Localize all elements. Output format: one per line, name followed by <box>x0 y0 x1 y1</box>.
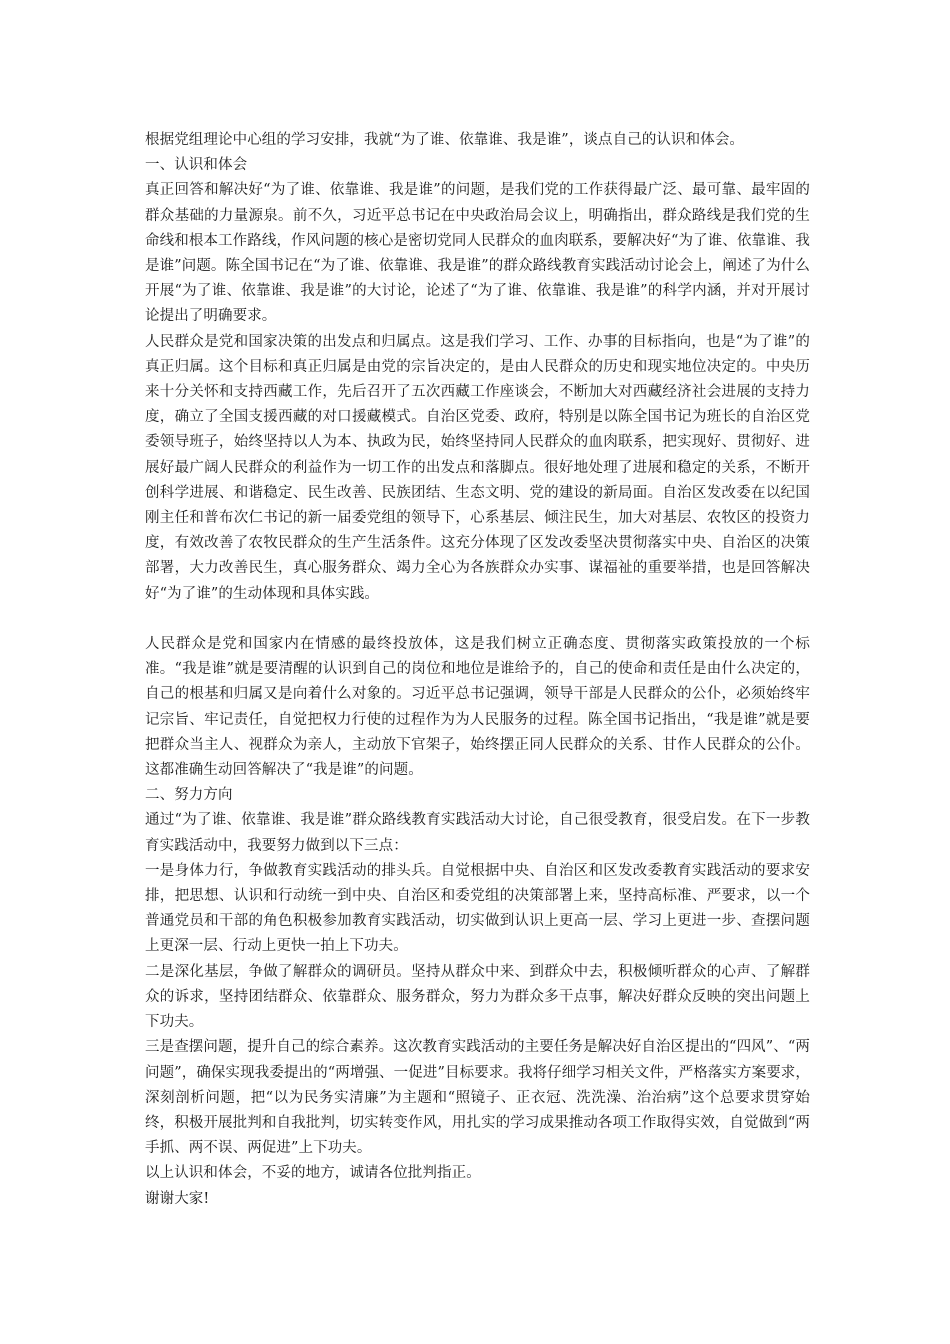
body-paragraph: 二是深化基层，争做了解群众的调研员。坚持从群众中来、到群众中去，积极倾听群众的心声、了解群众的诉求，坚持团结群众、依靠群众、服务群众，努力为群众多干点事，解决好群众反映的突出问题上下功夫。 <box>145 963 810 1031</box>
blank-line <box>145 607 810 632</box>
body-paragraph: 人民群众是党和国家内在情感的最终投放体，这是我们树立正确态度、贯彻落实政策投放的一个标准。“我是谁”就是要清醒的认识到自己的岗位和地位是谁给予的，自己的使命和责任是由什么决定的，自己的根基和归属又是向着什么对象的。习近平总书记强调，领导干部是人民群众的公仆，必须始终牢记宗旨、牢记责任，自觉把权力行使的过程作为为人民服务的过程。陈全国书记指出，“我是谁”就是要把群众当主人、视群众为亲人，主动放下官架子，始终摆正同人民群众的关系、甘作人民群众的公仆。这都准确生动回答解决了“我是谁”的问题。 <box>145 636 810 779</box>
body-paragraph: 一是身体力行，争做教育实践活动的排头兵。自觉根据中央、自治区和区发改委教育实践活动的要求安排，把思想、认识和行动统一到中央、自治区和委党组的决策部署上来，坚持高标准、严要求，以一个普通党员和干部的角色积极参加教育实践活动，切实做到认识上更高一层、学习上更进一步、查摆问题上更深一层、行动上更快一拍上下功夫。 <box>145 862 810 955</box>
closing-paragraph: 以上认识和体会，不妥的地方，诚请各位批判指正。 <box>145 1165 481 1182</box>
intro-paragraph: 根据党组理论中心组的学习安排，我就“为了谁、依靠谁、我是谁”，谈点自己的认识和体会。 <box>145 132 745 148</box>
section-heading-direction: 二、努力方向 <box>145 787 233 804</box>
closing-thanks: 谢谢大家! <box>145 1190 210 1207</box>
body-paragraph: 真正回答和解决好“为了谁、依靠谁、我是谁”的问题，是我们党的工作获得最广泛、最可靠、最牢固的群众基础的力量源泉。前不久，习近平总书记在中央政治局会议上，明确指出，群众路线是我们党的生命线和根本工作路线，作风问题的核心是密切党同人民群众的血肉联系，要解决好“为了谁、依靠谁、我是谁”问题。陈全国书记在“为了谁、依靠谁、我是谁”的群众路线教育实践活动讨论会上，阐述了为什么开展“为了谁、依靠谁、我是谁”的大讨论，论述了“为了谁、依靠谁、我是谁”的科学内涵，并对开展讨论提出了明确要求。 <box>145 182 810 325</box>
body-paragraph: 通过“为了谁、依靠谁、我是谁”群众路线教育实践活动大讨论，自己很受教育，很受启发。在下一步教育实践活动中，我要努力做到以下三点： <box>145 812 810 854</box>
body-paragraph: 三是查摆问题，提升自己的综合素养。这次教育实践活动的主要任务是解决好自治区提出的“四风”、“两问题”，确保实现我委提出的“两增强、一促进”目标要求。我将仔细学习相关文件，严格落实方案要求，深刻剖析问题，把“以为民务实清廉”为主题和“照镜子、正衣冠、洗洗澡、治治病”这个总要求贯穿始终，积极开展批判和自我批判，切实转变作风，用扎实的学习成果推动各项工作取得实效，自觉做到“两手抓、两不误、两促进”上下功夫。 <box>145 1039 810 1157</box>
section-heading-understanding: 一、认识和体会 <box>145 157 248 174</box>
body-paragraph: 人民群众是党和国家决策的出发点和归属点。这是我们学习、工作、办事的目标指向，也是“为了谁”的真正归属。这个目标和真正归属是由党的宗旨决定的，是由人民群众的历史和现实地位决定的。中央历来十分关怀和支持西藏工作，先后召开了五次西藏工作座谈会，不断加大对西藏经济社会进展的支持力度，确立了全国支援西藏的对口援藏模式。自治区党委、政府，特别是以陈全国书记为班长的自治区党委领导班子，始终坚持以人为本、执政为民，始终坚持同人民群众的血肉联系，把实现好、贯彻好、进展好最广阔人民群众的利益作为一切工作的出发点和落脚点。很好地处理了进展和稳定的关系，不断开创科学进展、和谐稳定、民生改善、民族团结、生态文明、党的建设的新局面。自治区发改委在以纪国刚主任和普布次仁书记的新一届委党组的领导下，心系基层、倾注民生，加大对基层、农牧区的投资力度，有效改善了农牧民群众的生产生活条件。这充分体现了区发改委坚决贯彻落实中央、自治区的决策部署，大力改善民生，真心服务群众、竭力全心为各族群众办实事、谋福祉的重要举措，也是回答解决好“为了谁”的生动体现和具体实践。 <box>145 333 810 602</box>
document-body <box>145 128 810 1212</box>
